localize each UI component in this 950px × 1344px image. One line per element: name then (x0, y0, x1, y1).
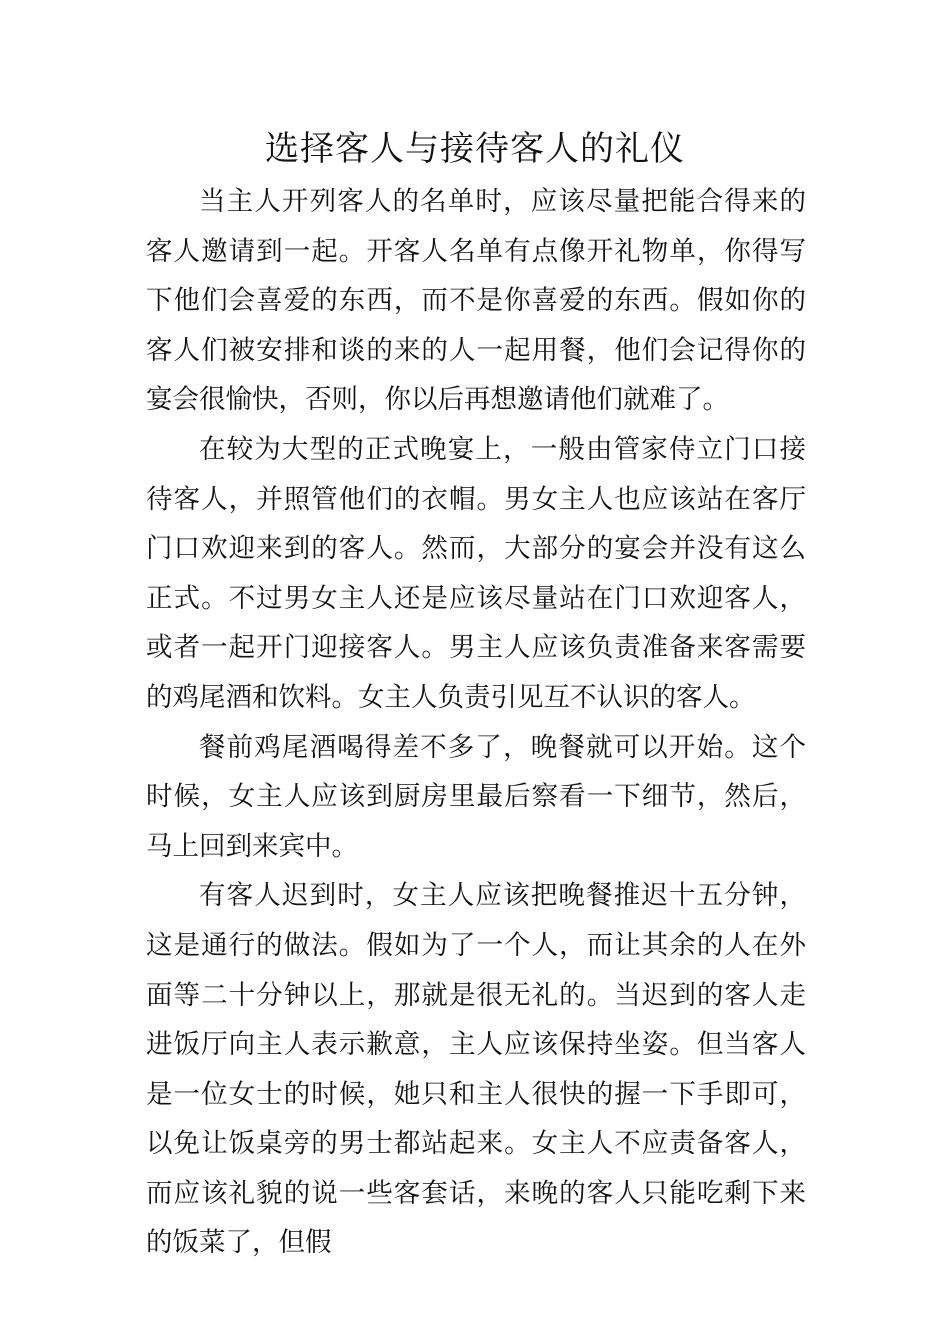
document-title: 选择客人与接待客人的礼仪 (265, 129, 685, 169)
paragraph-4: 有客人迟到时，女主人应该把晚餐推迟十五分钟，这是通行的做法。假如为了一个人，而让其余的人在外面等二十分钟以上，那就是很无礼的。当迟到的客人走进饭厅向主人表示歉意，主人应该保持坐姿。但当客人是一位女士的时候，她只和主人很快的握一下手即可，以免让饭桌旁的男士都站起来。女主人不应责备客人，而应该礼貌的说一些客套话，来晚的客人只能吃剩下来的饭菜了，但假 (146, 880, 806, 1259)
paragraph-1: 当主人开列客人的名单时，应该尽量把能合得来的客人邀请到一起。开客人名单有点像开礼物单，你得写下他们会喜爱的东西，而不是你喜爱的东西。假如你的客人们被安排和谈的来的人一起用餐，他们会记得你的宴会很愉快，否则，你以后再想邀请他们就难了。 (146, 186, 806, 416)
paragraph-2: 在较为大型的正式晚宴上，一般由管家侍立门口接待客人，并照管他们的衣帽。男女主人也应该站在客厅门口欢迎来到的客人。然而，大部分的宴会并没有这么正式。不过男女主人还是应该尽量站在门口欢迎客人，或者一起开门迎接客人。男主人应该负责准备来客需要的鸡尾酒和饮料。女主人负责引见互不认识的客人。 (146, 433, 806, 713)
paragraph-3: 餐前鸡尾酒喝得差不多了，晚餐就可以开始。这个时候，女主人应该到厨房里最后察看一下细节，然后，马上回到来宾中。 (146, 731, 806, 862)
document-body (146, 177, 806, 1268)
